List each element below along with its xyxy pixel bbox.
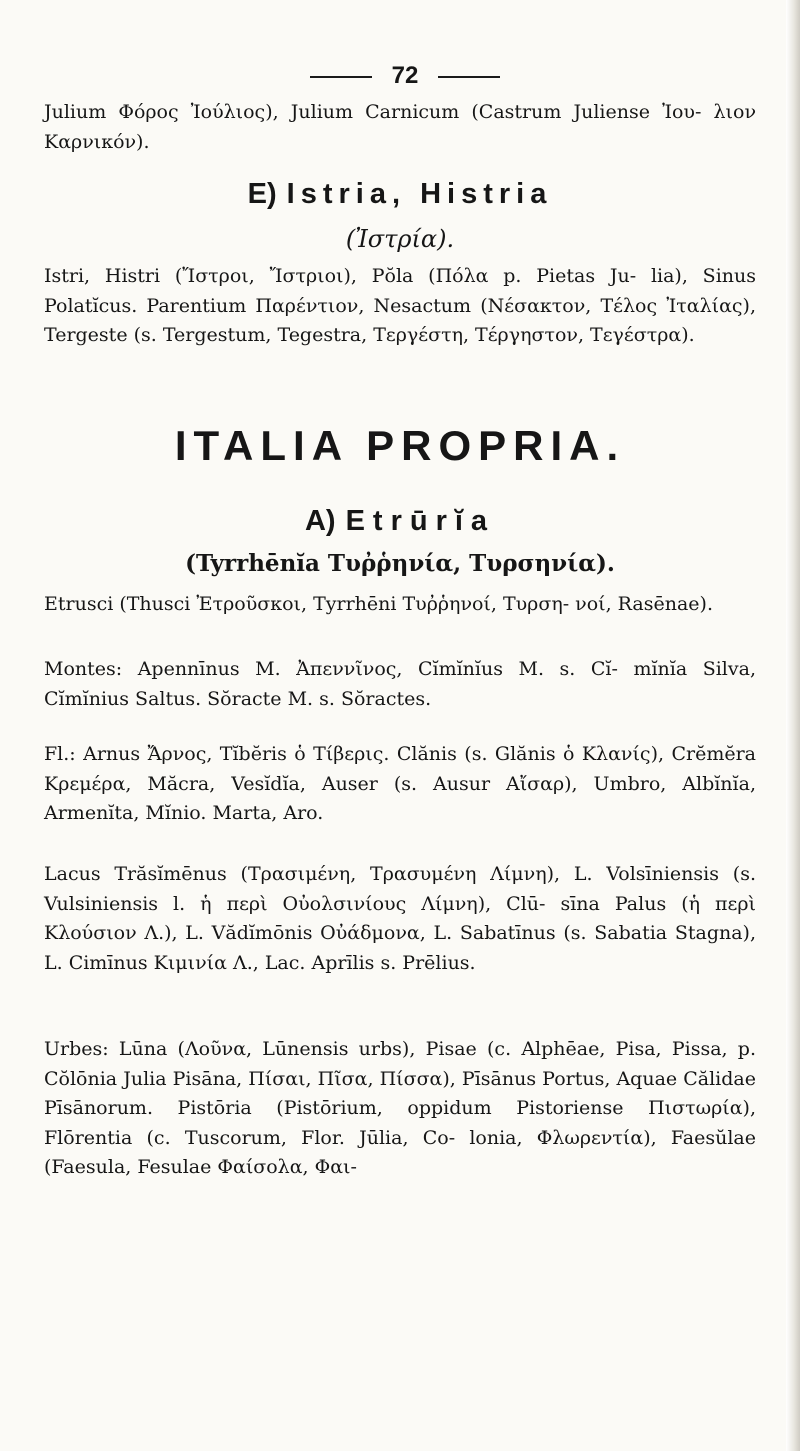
istri-entry: Istri, Histri (Ἴστροι, Ἴστριοι), Pŏla (Πόλα p. Pietas Ju- lia), Sinus Polatĭcus. Parentium Παρέντιον, Nesactum (Νέσακτον, Τέλος Ἰταλίας), Tergeste (s. Tergestum, Tegestra, Τεργέστη, Τέργηστον, Τεγέστρα). xyxy=(44,265,756,347)
etrusci-entry: Etrusci (Thusci Ἐτροῦσκοι, Tyrrhēni Τυῤῥηνοί, Τυρση- νοί, Rasēnae). xyxy=(44,593,714,615)
section-e-letter: E) xyxy=(247,178,277,210)
section-e-title: Istria, Histria xyxy=(286,178,553,210)
section-a-letter: A) xyxy=(304,505,336,537)
header-rule-left xyxy=(310,76,372,78)
section-a-heading xyxy=(0,505,800,538)
lacus-entry: Lacus Trăsĭmēnus (Τρασιμένη, Τρασυμένη Λίμνη), L. Volsīniensis (s. Vulsiniensis l. ἡ περὶ Οὐολσινίους Λίμνη), Clū- sīna Palus (ἡ περὶ Κλούσιον Λ.), L. Vădĭmōnis Οὐάδμονα, L. Sabatīnus (s. Sabatia Stagna), L. Cimīnus Κιμινία Λ., Lac. Aprīlis s. Prēlius. xyxy=(44,863,756,974)
section-e-greek-name: (Ἰστρία). xyxy=(345,225,455,253)
header-rule-right xyxy=(438,76,500,78)
italia-propria-heading: ITALIA PROPRIA. xyxy=(174,422,626,469)
urbes-entry: Urbes: Lūna (Λοῦνα, Lūnensis urbs), Pisae (c. Alphēae, Pisa, Pissa, p. Cŏlōnia Julia Pisāna, Πίσαι, Πῖσα, Πίσσα), Pīsānus Portus, Aquae Călidae Pīsānorum. Pistōria (Pistōrium, oppidum Pistoriense Πιστωρία), Flōrentia (c. Tuscorum, Flor. Jūlia, Co- lonia, Φλωρεντία), Faesŭlae (Faesula, Fesulae Φαίσολα, Φαι- xyxy=(44,1038,756,1179)
page-header xyxy=(300,62,510,92)
section-a-title: Etrūrĭa xyxy=(345,505,496,537)
montes-entry: Montes: Apennīnus M. Ἀπεννῖνος, Cĭmĭnĭus M. s. Cĭ- mĭnĭa Silva, Cĭmĭnius Saltus. Sŏracte M. s. Sŏractes. xyxy=(44,658,756,710)
julium-entry: Julium Φόρος Ἰούλιος), Julium Carnicum (Castrum Juliense Ἰου- λιον Καρνικόν). xyxy=(44,101,756,153)
section-a-subtitle: (Tyrrhēnĭa Τυῤῥηνία, Τυρσηνία). xyxy=(185,550,615,577)
flumina-entry: Fl.: Arnus Ἄρνος, Tĭbĕris ὁ Τίβερις. Clănis (s. Glănis ὁ Κλανίς), Crĕmĕra Κρεμέρα, Măcra, Vesĭdĭa, Auser (s. Ausur Αἴσαρ), Umbro, Albĭnĭa, Armenĭta, Mĭnio. Marta, Aro. xyxy=(44,743,756,825)
page-number: 72 xyxy=(391,62,419,89)
page-edge-shadow xyxy=(786,0,800,1451)
section-e-heading xyxy=(0,178,800,211)
